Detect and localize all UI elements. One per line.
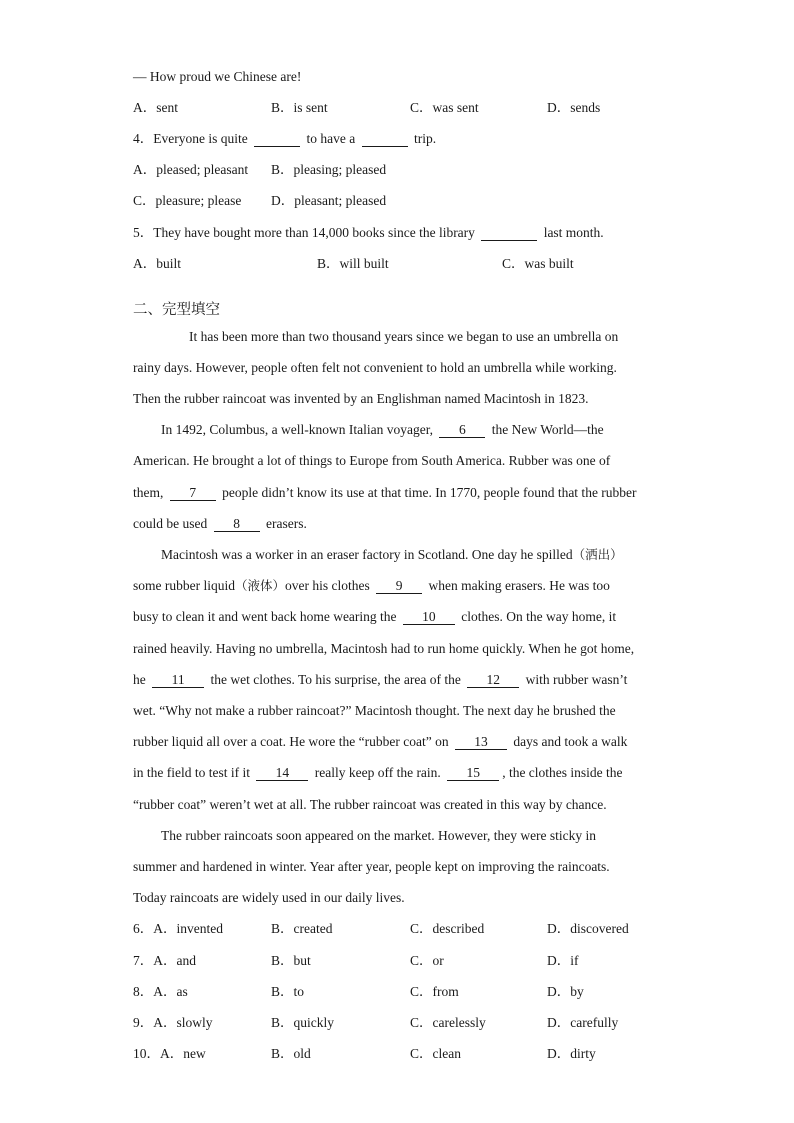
- option-a: A．new: [160, 1046, 206, 1061]
- option-number: 7．: [133, 953, 154, 968]
- q5-text-post: last month.: [543, 225, 604, 240]
- option-number: 6．: [133, 921, 154, 936]
- passage-line: [133, 733, 627, 751]
- option-b: B．created: [271, 921, 333, 936]
- passage-line: wet. “Why not make a rubber raincoat?” Macintosh thought. The next day he brushed the: [133, 703, 616, 718]
- passage-line: The rubber raincoats soon appeared on the market. However, they were sticky in: [161, 828, 597, 843]
- q5-option-b: B．will built: [317, 256, 389, 271]
- passage-text: the wet clothes. To his surprise, the area of the: [210, 672, 461, 687]
- cloze-option-row-8: [133, 983, 188, 1001]
- option-number: 9．: [133, 1015, 154, 1030]
- passage-line: [161, 546, 623, 564]
- passage-text: with rubber wasn’t: [525, 672, 628, 687]
- passage-text: busy to clean it and went back home wearing the: [133, 609, 397, 624]
- q3-option-d: D．sends: [547, 100, 601, 115]
- option-a: A．slowly: [153, 1015, 213, 1030]
- q3-tail: — How proud we Chinese are!: [133, 69, 302, 84]
- q4-blank-1: [254, 132, 300, 147]
- passage-line: Today raincoats are widely used in our daily lives.: [133, 890, 405, 905]
- q4-blank-2: [362, 132, 408, 147]
- q3-option-b: B．is sent: [271, 100, 328, 115]
- passage-text: them,: [133, 485, 164, 500]
- option-d: D．if: [547, 953, 579, 968]
- passage-text: the New World—the: [491, 422, 604, 437]
- option-c: C．described: [410, 921, 485, 936]
- passage-text: over his clothes: [285, 578, 370, 593]
- option-a: A．invented: [153, 921, 223, 936]
- option-b: B．quickly: [271, 1015, 334, 1030]
- option-c: C．from: [410, 984, 459, 999]
- cloze-option-row-10: [133, 1045, 206, 1063]
- cloze-blank-7: 7: [170, 486, 216, 501]
- passage-line: It has been more than two thousand years since we began to use an umbrella on: [189, 329, 619, 344]
- passage-line: [133, 764, 623, 782]
- cloze-blank-8: 8: [214, 517, 260, 532]
- q5-stem: [133, 224, 604, 242]
- cloze-blank-6: 6: [439, 423, 485, 438]
- q5-option-a: A．built: [133, 256, 182, 271]
- option-number: 10．: [133, 1046, 160, 1061]
- cloze-blank-15: 15: [447, 766, 499, 781]
- passage-gloss: （液体）: [234, 578, 285, 593]
- option-b: B．old: [271, 1046, 311, 1061]
- passage-gloss: （洒出）: [572, 547, 623, 562]
- option-d: D．carefully: [547, 1015, 619, 1030]
- passage-line: summer and hardened in winter. Year after year, people kept on improving the raincoats.: [133, 859, 610, 874]
- option-d: D．discovered: [547, 921, 629, 936]
- cloze-blank-10: 10: [403, 610, 455, 625]
- cloze-option-row-7: [133, 952, 196, 970]
- cloze-blank-14: 14: [256, 766, 308, 781]
- q4-option-b: B．pleasing; pleased: [271, 162, 387, 177]
- passage-line: [133, 515, 307, 533]
- cloze-blank-12: 12: [467, 673, 519, 688]
- passage-text: Macintosh was a worker in an eraser factory in Scotland. One day he spilled: [161, 547, 573, 562]
- passage-line: [133, 577, 610, 595]
- passage-line: [133, 484, 637, 502]
- passage-line: rainy days. However, people often felt not convenient to hold an umbrella while working.: [133, 360, 617, 375]
- passage-line: rained heavily. Having no umbrella, Macintosh had to run home quickly. When he got home,: [133, 641, 635, 656]
- q4-text-post: trip.: [413, 131, 437, 146]
- passage-text: some rubber liquid: [133, 578, 235, 593]
- q5-option-c: C．was built: [502, 256, 574, 271]
- passage-line: Then the rubber raincoat was invented by an Englishman named Macintosh in 1823.: [133, 391, 589, 406]
- q4-option-a: A．pleased; pleasant: [133, 162, 249, 177]
- q5-text-pre: 5．They have bought more than 14,000 books since the library: [133, 225, 475, 240]
- q4-text-mid: to have a: [306, 131, 356, 146]
- option-number: 8．: [133, 984, 154, 999]
- option-d: D．dirty: [547, 1046, 596, 1061]
- passage-text: , the clothes inside the: [502, 765, 623, 780]
- passage-line: [133, 608, 616, 626]
- option-b: B．but: [271, 953, 311, 968]
- cloze-blank-9: 9: [376, 579, 422, 594]
- passage-text: could be used: [133, 516, 208, 531]
- option-b: B．to: [271, 984, 305, 999]
- passage-text: really keep off the rain.: [314, 765, 441, 780]
- passage-text: in the field to test if it: [133, 765, 250, 780]
- passage-line: American. He brought a lot of things to Europe from South America. Rubber was one of: [133, 453, 611, 468]
- passage-text: erasers.: [265, 516, 307, 531]
- option-a: A．as: [153, 984, 188, 999]
- cloze-blank-11: 11: [152, 673, 204, 688]
- option-d: D．by: [547, 984, 584, 999]
- passage-text: In 1492, Columbus, a well-known Italian voyager,: [161, 422, 434, 437]
- q4-stem: [133, 130, 436, 148]
- q4-option-d: D．pleasant; pleased: [271, 193, 387, 208]
- passage-text: when making erasers. He was too: [428, 578, 610, 593]
- option-c: C．clean: [410, 1046, 461, 1061]
- passage-line: [133, 671, 627, 689]
- option-c: C．or: [410, 953, 444, 968]
- passage-text: days and took a walk: [513, 734, 628, 749]
- option-c: C．carelessly: [410, 1015, 486, 1030]
- passage-line: [161, 421, 604, 439]
- passage-text: people didn’t know its use at that time. In 1770, people found that the rubber: [222, 485, 637, 500]
- passage-text: rubber liquid all over a coat. He wore the “rubber coat” on: [133, 734, 449, 749]
- cloze-option-row-6: [133, 920, 223, 938]
- section-2-title: 二、完型填空: [133, 302, 220, 318]
- passage-line: “rubber coat” weren’t wet at all. The rubber raincoat was created in this way by chance.: [133, 797, 607, 812]
- passage-text: he: [133, 672, 146, 687]
- option-a: A．and: [153, 953, 196, 968]
- passage-text: clothes. On the way home, it: [461, 609, 617, 624]
- q5-blank: [481, 226, 537, 241]
- q4-text-pre: 4．Everyone is quite: [133, 131, 248, 146]
- q3-option-a: A．sent: [133, 100, 178, 115]
- q4-option-c: C．pleasure; please: [133, 193, 242, 208]
- cloze-blank-13: 13: [455, 735, 507, 750]
- cloze-option-row-9: [133, 1014, 213, 1032]
- q3-option-c: C．was sent: [410, 100, 479, 115]
